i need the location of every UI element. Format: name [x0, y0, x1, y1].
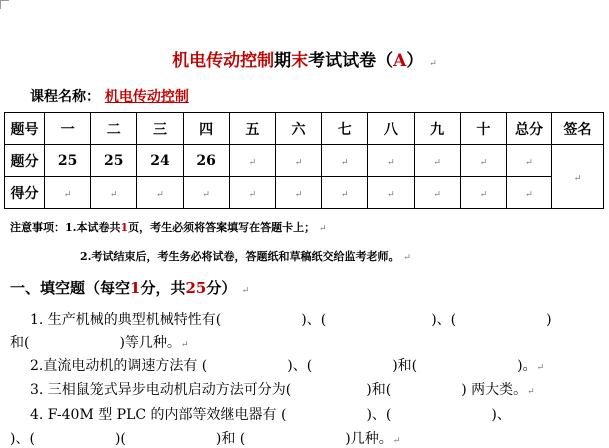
cell-mark-icon: ↵ — [433, 189, 441, 200]
cell-mark-icon: ↵ — [525, 157, 533, 168]
table-cell — [507, 177, 552, 209]
q2-text-a: 2.直流电动机的调速方法有 ( — [30, 358, 208, 374]
cell-mark-icon: ↵ — [387, 157, 395, 168]
section-text-c: 分） — [206, 279, 237, 297]
paragraph-mark-icon: ↵ — [392, 436, 401, 446]
table-cell — [137, 177, 183, 209]
cell-mark-icon: ↵ — [525, 189, 533, 200]
table-cell — [45, 177, 91, 209]
title-close: ） — [406, 51, 424, 71]
q2-text-d: )。 — [517, 358, 537, 374]
q4-text-f: )和 ( — [215, 431, 246, 447]
cell-mark-icon: ↵ — [294, 189, 303, 200]
table-cell — [414, 145, 460, 177]
q4-text-b: )、( — [366, 407, 392, 423]
table-cell — [460, 145, 506, 177]
cell-mark-icon: ↵ — [248, 157, 257, 168]
cell-mark-icon: ↵ — [340, 189, 349, 200]
q2-text-c: )和( — [392, 358, 418, 374]
paragraph-mark-icon: ↵ — [429, 59, 437, 69]
q1-text-f: )等几种。 — [119, 335, 181, 351]
table-cell — [414, 177, 460, 209]
cell-mark-icon: ↵ — [387, 189, 395, 200]
question-2 — [30, 355, 544, 375]
title-course: 机电传动控制 — [172, 51, 275, 71]
table-cell — [183, 177, 229, 209]
table-cell — [368, 145, 414, 177]
section-points-each: 1 — [130, 279, 141, 297]
note-2-text: 2.考试结束后，考生务必将试卷，答题纸和草稿纸交给监考老师。 — [80, 250, 400, 263]
question-4-cont — [10, 428, 400, 448]
note-2 — [80, 248, 411, 264]
column-header: 六 — [275, 113, 321, 145]
table-cell — [322, 177, 368, 209]
signature-cell — [552, 145, 604, 209]
table-cell — [91, 177, 137, 209]
table-cell: 25 — [91, 145, 137, 177]
q4-text-g: )几种。 — [345, 431, 393, 447]
column-header: 四 — [183, 113, 229, 145]
table-row — [5, 177, 604, 209]
table-cell: 25 — [45, 145, 91, 177]
table-cell — [229, 177, 275, 209]
column-header: 五 — [229, 113, 275, 145]
column-header: 二 — [91, 113, 137, 145]
column-header: 签名 — [552, 113, 604, 145]
column-header: 七 — [322, 113, 368, 145]
cell-mark-icon: ↵ — [340, 157, 349, 168]
cell-mark-icon: ↵ — [156, 189, 164, 200]
cell-mark-icon: ↵ — [573, 173, 582, 184]
question-1 — [30, 309, 552, 329]
section-heading — [10, 277, 249, 298]
exam-title — [0, 46, 609, 71]
section-points-total: 25 — [185, 279, 207, 297]
cell-mark-icon: ↵ — [63, 189, 72, 200]
column-header: 十 — [460, 113, 506, 145]
note-1-page-count: 1 — [120, 221, 129, 234]
table-cell — [507, 145, 552, 177]
row-header: 题号 — [5, 113, 45, 145]
paragraph-mark-icon: ↵ — [318, 224, 327, 234]
score-table — [4, 112, 604, 209]
column-header: 八 — [368, 113, 414, 145]
cell-mark-icon: ↵ — [479, 189, 488, 200]
column-header: 三 — [137, 113, 183, 145]
paragraph-mark-icon: ↵ — [403, 253, 411, 263]
question-4 — [30, 404, 511, 424]
table-cell: 26 — [183, 145, 229, 177]
table-cell — [460, 177, 506, 209]
column-header: 总分 — [507, 113, 552, 145]
q3-text-b: )和( — [366, 382, 392, 398]
q4-text-c: )、 — [491, 407, 511, 423]
column-header: 一 — [45, 113, 91, 145]
note-1 — [10, 219, 327, 235]
q3-text-c: ) 两大类。 — [461, 382, 528, 398]
table-cell — [368, 177, 414, 209]
section-text-a: 一、填空题（每空 — [10, 279, 131, 297]
note-1-text-a: 注意事项：1.本试卷共 — [10, 221, 121, 234]
table-cell — [322, 145, 368, 177]
course-line — [30, 86, 203, 106]
row-header: 得分 — [5, 177, 45, 209]
cell-mark-icon: ↵ — [110, 189, 118, 200]
course-label: 课程名称： — [30, 89, 100, 105]
q4-text-a: 4. F-40M 型 PLC 的内部等效继电器有 ( — [30, 407, 287, 423]
q4-text-e: )( — [114, 431, 126, 447]
cell-mark-icon: ↵ — [202, 189, 210, 200]
table-cell — [275, 177, 321, 209]
question-3 — [30, 379, 535, 399]
question-1-cont — [10, 332, 188, 352]
title-term-1: 期 — [274, 51, 292, 71]
section-text-b: 分，共 — [140, 279, 186, 297]
table-cell: 24 — [137, 145, 183, 177]
page-corner-mark — [0, 0, 9, 9]
course-name: 机电传动控制 — [104, 89, 189, 105]
q1-text-a: 1. 生产机械的典型机械特性有( — [30, 312, 222, 328]
cell-mark-icon: ↵ — [479, 157, 488, 168]
q4-text-d: )、( — [10, 431, 35, 447]
table-cell — [229, 145, 275, 177]
cell-mark-icon: ↵ — [248, 189, 257, 200]
paragraph-mark-icon: ↵ — [527, 387, 535, 397]
q1-text-e: 和( — [10, 335, 30, 351]
column-header: 九 — [414, 113, 460, 145]
note-1-text-b: 页，考生必须将答案填写在答题卡上； — [128, 221, 316, 234]
cell-mark-icon: ↵ — [294, 157, 303, 168]
title-version: A — [393, 51, 407, 71]
q3-text-a: 3. 三相鼠笼式异步电动机启动方法可分为( — [30, 382, 292, 398]
paragraph-mark-icon: ↵ — [241, 286, 250, 296]
table-row — [5, 145, 604, 177]
table-cell — [275, 145, 321, 177]
q1-text-d: ) — [546, 312, 552, 328]
title-exam: 考试试卷（ — [308, 51, 394, 71]
paragraph-mark-icon: ↵ — [180, 340, 189, 350]
row-header: 题分 — [5, 145, 45, 177]
paragraph-mark-icon: ↵ — [536, 363, 545, 373]
table-row — [5, 113, 604, 145]
q1-text-c: )、( — [431, 312, 457, 328]
cell-mark-icon: ↵ — [433, 157, 441, 168]
q2-text-b: )、( — [287, 358, 313, 374]
q1-text-b: )、( — [301, 312, 327, 328]
title-term-2: 末 — [291, 51, 309, 71]
